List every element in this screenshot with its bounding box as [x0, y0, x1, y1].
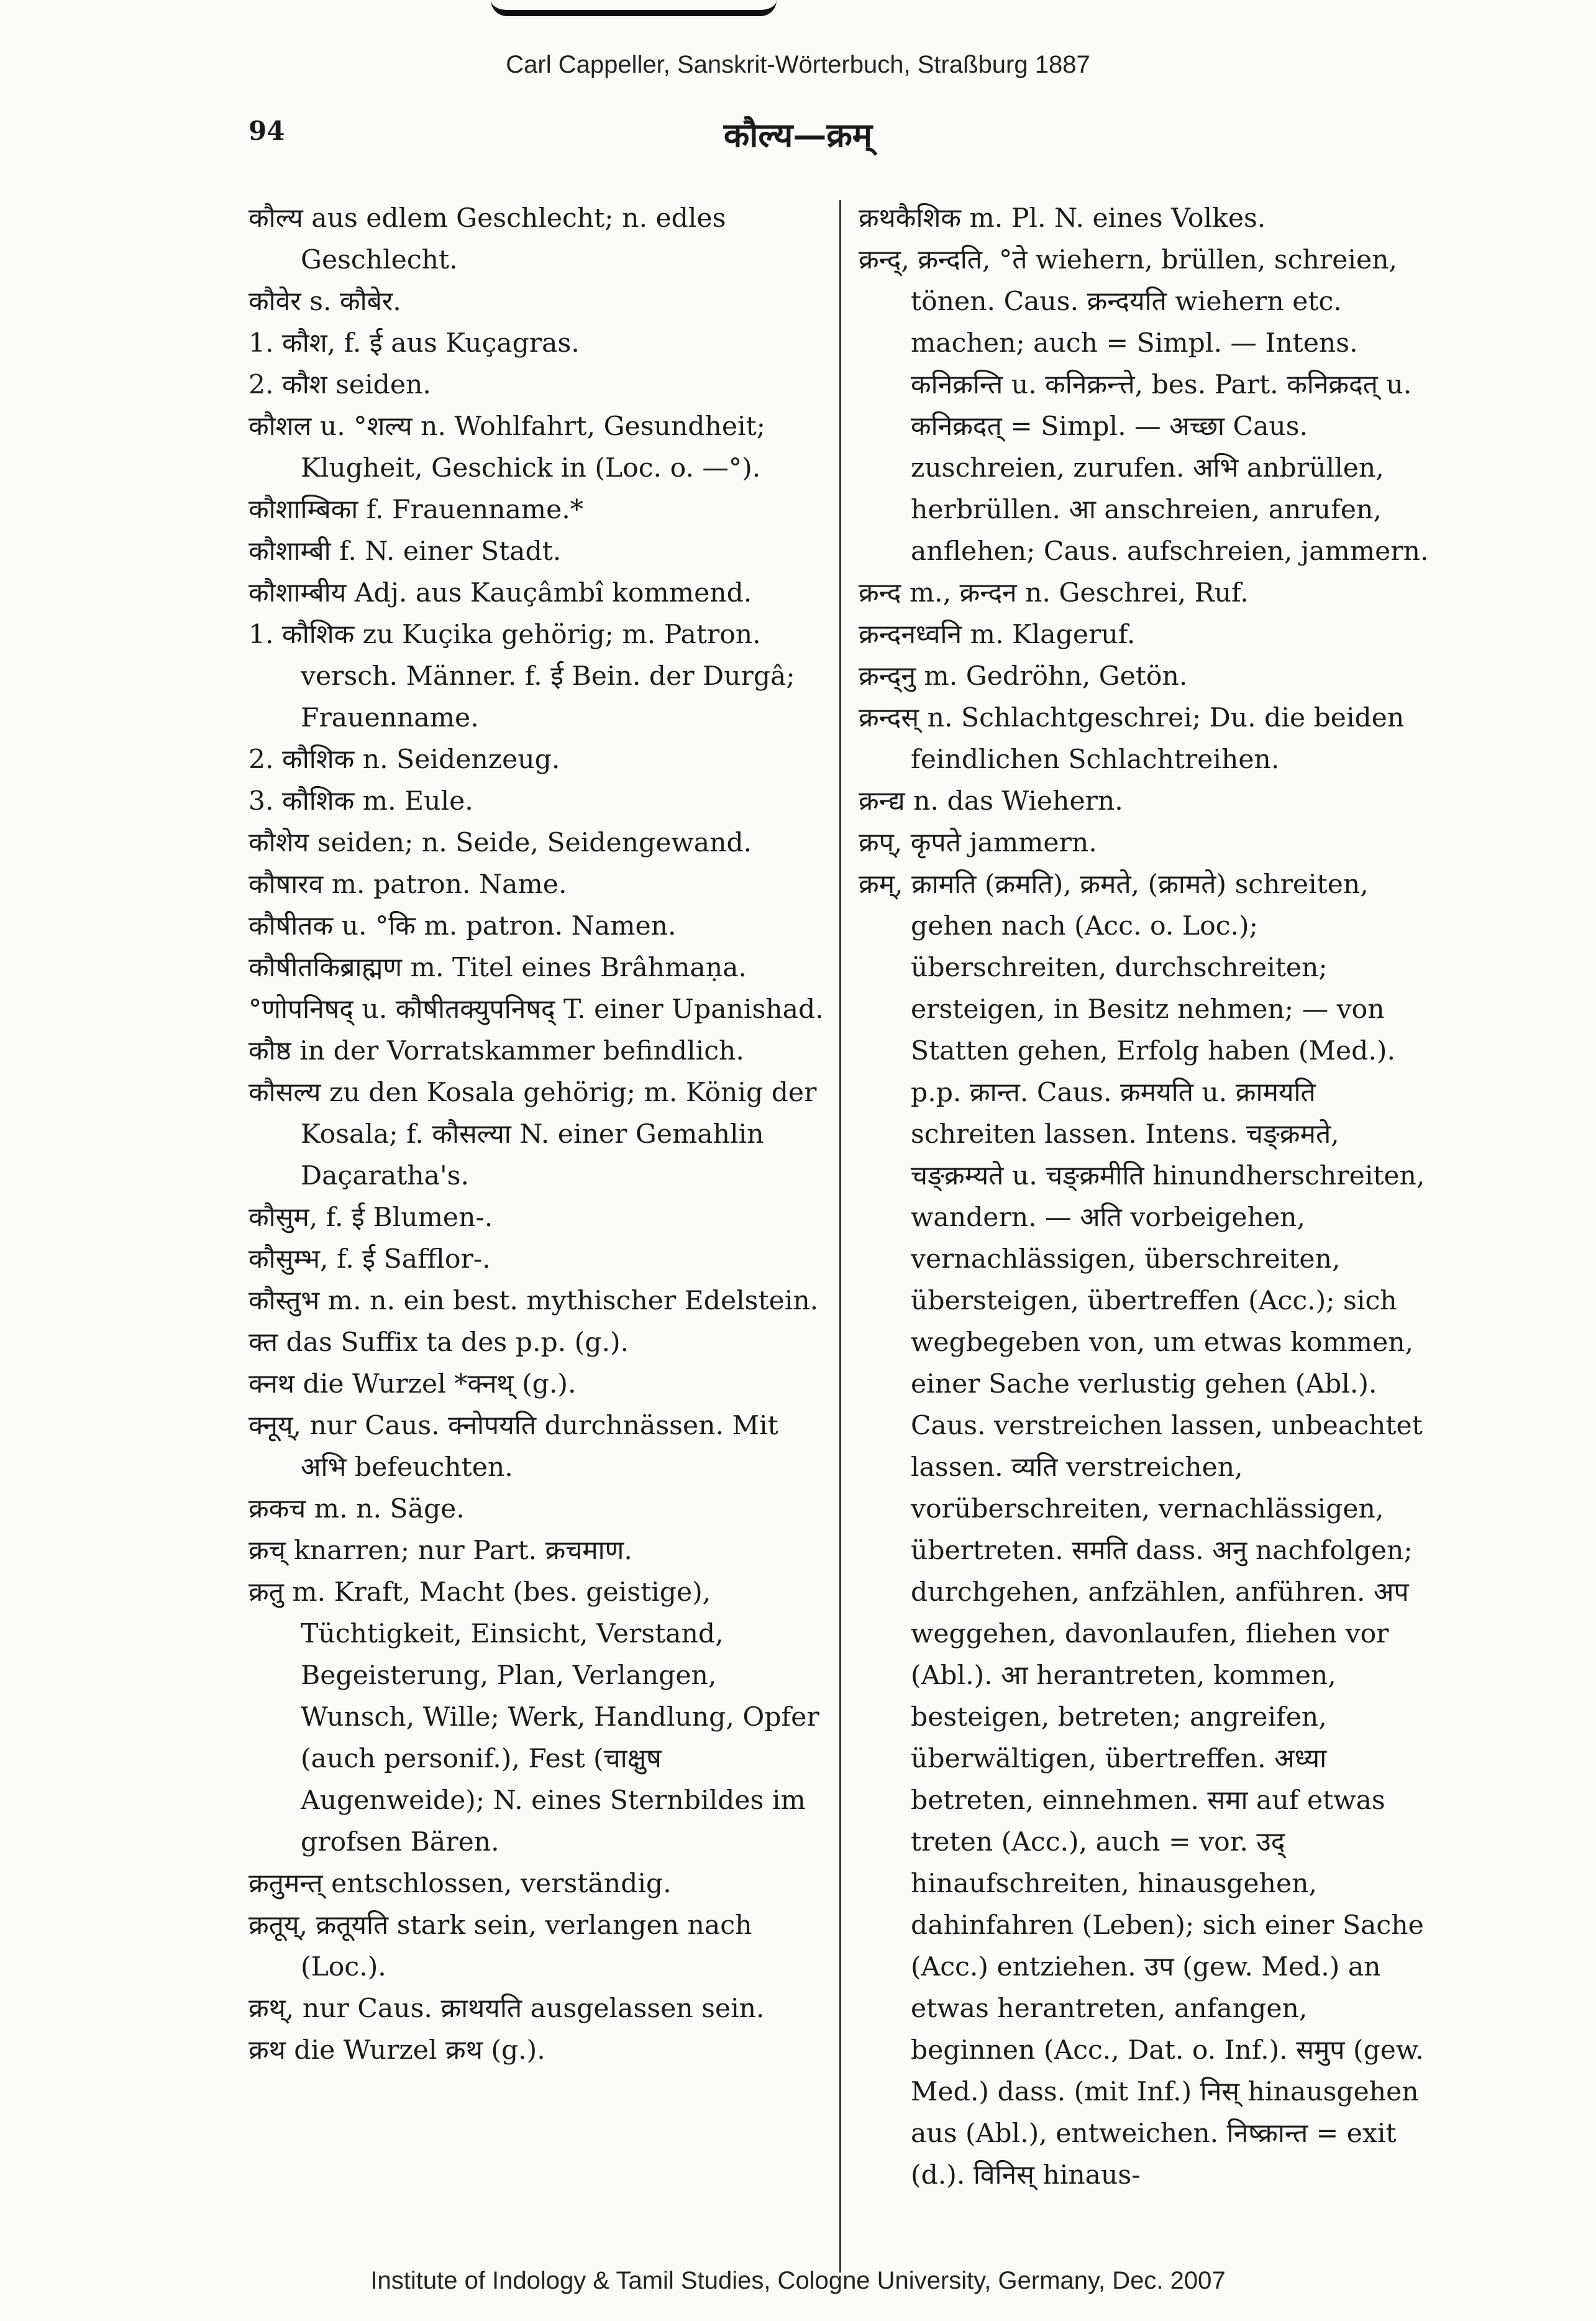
- dictionary-entry: क्रथकैशिक m. Pl. N. eines Volkes.: [859, 203, 1266, 234]
- source-caption: Carl Cappeller, Sanskrit-Wörterbuch, Straßburg 1887: [506, 51, 1090, 78]
- dictionary-entry: कौशल u. °शल्य n. Wohlfahrt, Gesundheit; Klugheit, Geschick in (Loc. o. —°).: [249, 411, 765, 483]
- dictionary-entry: कौषारव m. patron. Name.: [249, 869, 567, 900]
- dictionary-entry: 2. कौश seiden.: [249, 370, 431, 400]
- dictionary-entry: क्रकच m. n. Säge.: [249, 1494, 465, 1524]
- dictionary-entry: कौवेर s. कौबेर.: [249, 286, 401, 317]
- page-number: 94: [249, 116, 285, 146]
- dictionary-entry: 3. कौशिक m. Eule.: [249, 786, 473, 817]
- dictionary-entry: कौषीतक u. °कि m. patron. Namen.: [249, 911, 677, 941]
- dictionary-entry: क्रतुमन्त् entschlossen, verständig.: [249, 1869, 672, 1899]
- dictionary-entry: क्नूय्, nur Caus. क्नोपयति durchnässen. Mit अभि befeuchten.: [249, 1411, 778, 1483]
- dictionary-entry: 2. कौशिक n. Seidenzeug.: [249, 744, 560, 775]
- dictionary-entry: क्नथ die Wurzel *क्नथ् (g.).: [249, 1369, 577, 1399]
- dictionary-entry: कौशाम्बिका f. Frauenname.*: [249, 495, 583, 525]
- dictionary-entry: क्रथ die Wurzel क्रथ (g.).: [249, 2035, 545, 2066]
- dictionary-entry: क्रन्द m., क्रन्दन n. Geschrei, Ruf.: [859, 578, 1249, 608]
- dictionary-entry: कौशेय seiden; n. Seide, Seidengewand.: [249, 828, 752, 858]
- dictionary-entry: कौशाम्बीय Adj. aus Kauçâmbî kommend.: [249, 578, 752, 608]
- scan-edge-mark: [491, 0, 777, 16]
- dictionary-entry: कौल्य aus edlem Geschlecht; n. edles Geschlecht.: [249, 203, 726, 275]
- dictionary-entry: कौष्ठ in der Vorratskammer befindlich.: [249, 1036, 744, 1066]
- dictionary-entry: कौसुम्भ, f. ई Safflor-.: [249, 1244, 491, 1275]
- dictionary-entry: कौस्तुभ m. n. ein best. mythischer Edelstein.: [249, 1286, 819, 1316]
- right-column: [859, 198, 1436, 2196]
- dictionary-entry: क्रम्, क्रामति (क्रमति), क्रमते, (क्रामते) schreiten, gehen nach (Acc. o. Loc.); überschreiten, durchschreiten; ersteigen, in Besitz nehmen; — von Statten gehen, Erfolg haben (Med.). p.p. क्रान्त. Caus. क्रमयति u. क्रामयति schreiten lassen. Intens. चङ्क्रमते, चङ्क्रम्यते u. चङ्क्रमीति hinundherschreiten, wandern. — अति vorbeigehen, vernachlässigen, überschreiten, übersteigen, übertreffen (Acc.); sich wegbegeben von, um etwas kommen, einer Sache verlustig gehen (Abl.). Caus. verstreichen lassen, unbeachtet lassen. व्यति verstreichen, vorüberschreiten, vernachlässigen, übertreten. समति dass. अनु nachfolgen; durchgehen, anfzählen, anführen. अप weggehen, davonlaufen, fliehen vor (Abl.). आ herantreten, kommen, besteigen, betreten; angreifen, überwältigen, übertreffen. अध्या betreten, einnehmen. समा auf etwas treten (Acc.), auch = vor. उद् hinaufschreiten, hinausgehen, dahinfahren (Leben); sich einer Sache (Acc.) entziehen. उप (gew. Med.) an etwas herantreten, anfangen, beginnen (Acc., Dat. o. Inf.). समुप (gew. Med.) dass. (mit Inf.) निस् hinausgehen aus (Abl.), entweichen. निष्क्रान्त = exit (d.). विनिस् hinaus-: [859, 869, 1425, 2191]
- dictionary-entry: क्त das Suffix ta des p.p. (g.).: [249, 1327, 629, 1358]
- dictionary-entry: कौशाम्बी f. N. einer Stadt.: [249, 536, 562, 567]
- institution-caption: Institute of Indology & Tamil Studies, Cologne University, Germany, Dec. 2007: [370, 2267, 1226, 2294]
- dictionary-entry: क्रथ्, nur Caus. क्राथयति ausgelassen sein.: [249, 1994, 765, 2024]
- dictionary-entry: 1. कौशिक zu Kuçika gehörig; m. Patron. versch. Männer. f. ई Bein. der Durgâ; Frauenname.: [249, 620, 795, 733]
- dictionary-entry: क्रन्दनध्वनि m. Klageruf.: [859, 620, 1136, 650]
- running-head: कौल्य—क्रम्: [723, 115, 873, 155]
- dictionary-entry: 1. कौश, f. ई aus Kuçagras.: [249, 328, 580, 359]
- dictionary-entry: क्रतूय्, क्रतूयति stark sein, verlangen nach (Loc.).: [249, 1910, 752, 1982]
- dictionary-entry: क्रन्दस् n. Schlachtgeschrei; Du. die beiden feindlichen Schlachtreihen.: [859, 703, 1405, 775]
- dictionary-entry: °णोपनिषद् u. कौषीतक्युपनिषद् T. einer Upanishad.: [249, 994, 824, 1025]
- dictionary-entry: कौषीतकिब्राह्मण m. Titel eines Brâhmaṇa.: [249, 953, 747, 983]
- dictionary-entry: क्रप्, कृपते jammern.: [859, 828, 1097, 858]
- dictionary-entry: क्रच् knarren; nur Part. क्रचमाण.: [249, 1536, 632, 1566]
- dictionary-entry: कौसल्य zu den Kosala gehörig; m. König der Kosala; f. कौसल्या N. einer Gemahlin Daçaratha's.: [249, 1078, 817, 1191]
- dictionary-entry: क्रन्द्नु m. Gedröhn, Getön.: [859, 661, 1188, 692]
- left-column: [249, 198, 826, 2071]
- column-divider: [839, 200, 841, 2273]
- dictionary-entry: क्रतु m. Kraft, Macht (bes. geistige), Tüchtigkeit, Einsicht, Verstand, Begeisterung, Plan, Verlangen, Wunsch, Wille; Werk, Handlung, Opfer (auch personif.), Fest (चाक्षुष Augenweide); N. eines Sternbildes im grofsen Bären.: [249, 1577, 819, 1857]
- dictionary-entry: क्रन्द्, क्रन्दति, °ते wiehern, brüllen, schreien, tönen. Caus. क्रन्दयति wiehern etc. machen; auch = Simpl. — Intens. कनिक्रन्ति u. कनिक्रन्त्ते, bes. Part. कनिक्रदत् u. कनिक्रदत् = Simpl. — अच्छा Caus. zuschreien, zurufen. अभि anbrüllen, herbrüllen. आ anschreien, anrufen, anflehen; Caus. aufschreien, jammern.: [859, 245, 1429, 567]
- dictionary-entry: क्रन्द्य n. das Wiehern.: [859, 786, 1123, 817]
- dictionary-entry: कौसुम, f. ई Blumen-.: [249, 1202, 493, 1233]
